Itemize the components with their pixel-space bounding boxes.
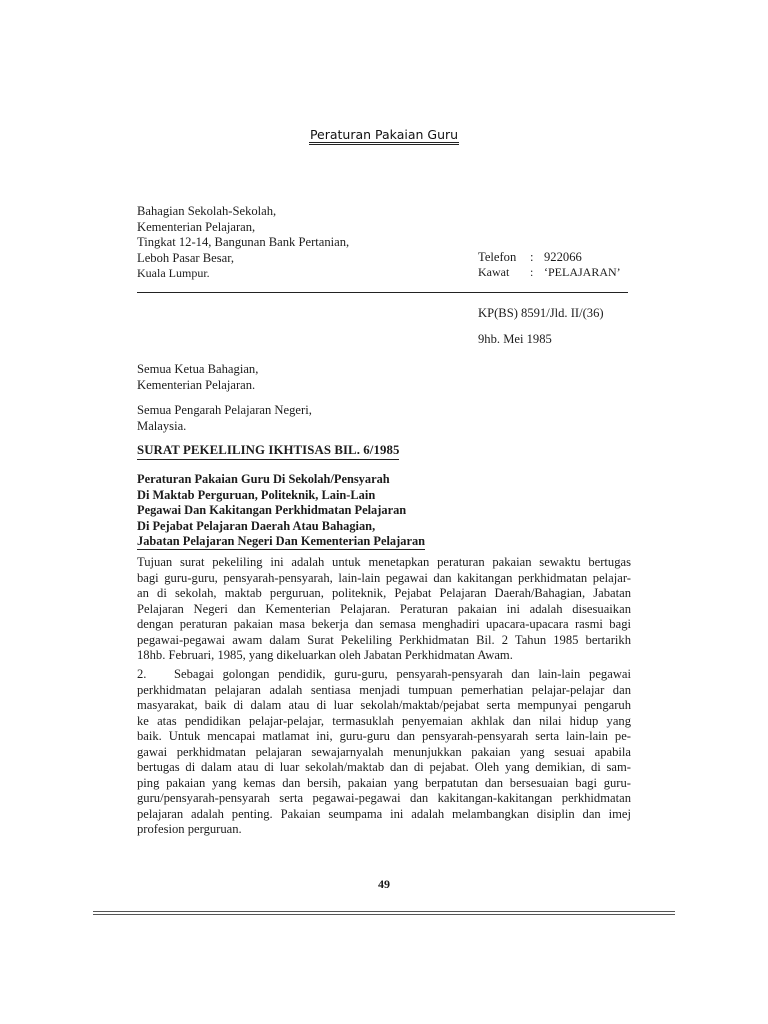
header-divider <box>137 292 628 293</box>
recipient-line: Malaysia. <box>137 418 187 433</box>
paragraph-line: pegawai-pegawai awam dalam Surat Pekeliling Perkhidmatan Bil. 2 Tahun 1985 bertarikh <box>137 632 631 647</box>
telegram-line <box>478 265 621 280</box>
page-number: 49 <box>378 877 390 891</box>
paragraph-line: bertugas di dalam atau di luar sekolah/maktab dan di pejabat. Oleh yang demikian, di sam- <box>137 760 631 775</box>
paragraph-line: an di sekolah, maktab perguruan, politeknik, Pejabat Pelajaran Daerah/Bahagian, Jabatan <box>137 586 631 601</box>
paragraph-line: pelajaran adalah penting. Pakaian seumpama ini adalah melambangkan disiplin dan imej <box>137 806 631 821</box>
address-line: Leboh Pasar Besar, <box>137 250 235 265</box>
paragraph-number: 2. <box>137 667 147 681</box>
footer-divider <box>93 911 675 915</box>
page-title-text: Peraturan Pakaian Guru <box>309 127 459 145</box>
paragraph-line: gawai perkhidmatan pelajaran sewajarnyalah menunjukkan pakaian yang sesuai apabila <box>137 744 631 759</box>
telegram-separator: : <box>530 265 534 279</box>
recipient-line: Semua Pengarah Pelajaran Negeri, <box>137 403 312 417</box>
paragraph-line: ke atas pendidikan pelajar-pelajar, termasuklah penyemaian akhlak dan nilai hidup yang <box>137 713 631 728</box>
sender-address <box>137 204 349 282</box>
reference-number: KP(BS) 8591/Jld. II/(36) <box>478 306 604 320</box>
paragraph-line: guru/pensyarah-pensyarah serta pegawai-pegawai dan kakitangan-kakitangan perkhidmatan <box>137 791 631 806</box>
paragraph-line: dengan peraturan pakaian masa bekerja dan semasa menghadiri upacara-upacara rasmi bagi <box>137 617 631 632</box>
subject-line: Jabatan Pelajaran Negeri Dan Kementerian Pelajaran <box>137 534 426 549</box>
address-line: Kuala Lumpur. <box>137 266 210 280</box>
address-line: Bahagian Sekolah-Sekolah, <box>137 204 277 218</box>
paragraph-1 <box>137 555 631 664</box>
telephone-separator: : <box>530 250 534 264</box>
paragraph-2 <box>137 667 631 838</box>
recipient-line: Kementerian Pelajaran. <box>137 377 256 392</box>
recipients-group-1 <box>137 362 258 393</box>
paragraph-line: masyarakat, baik di dalam atau di luar sekolah/maktab/pejabat serta mempunyai pengaruh <box>137 698 631 713</box>
recipient-line: Semua Ketua Bahagian, <box>137 362 259 376</box>
recipients-group-2 <box>137 403 312 434</box>
subject-line: Di Pejabat Pelajaran Daerah Atau Bahagian, <box>137 518 376 533</box>
paragraph-line: perkhidmatan pelajaran adalah sentiasa menjadi tumpuan pemerhatian pelajar-pelajar dan <box>137 682 631 697</box>
paragraph-line: Tujuan surat pekeliling ini adalah untuk menetapkan peraturan pakaian sewaktu bertugas <box>137 555 631 569</box>
telephone-value: 922066 <box>544 250 582 264</box>
subject-line: Peraturan Pakaian Guru Di Sekolah/Pensyarah <box>137 472 390 486</box>
paragraph-line: baik. Untuk mencapai matlamat ini, guru-guru dan pensyarah-pensyarah serta lain-lain pe- <box>137 729 631 744</box>
paragraph-line: profesion perguruan. <box>137 822 242 837</box>
address-line: Tingkat 12-14, Bangunan Bank Pertanian, <box>137 235 350 249</box>
telegram-value: ‘PELAJARAN’ <box>544 265 621 279</box>
circular-title: SURAT PEKELILING IKHTISAS BIL. 6/1985 <box>137 443 399 460</box>
paragraph-line: 18hb. Februari, 1985, yang dikeluarkan oleh Jabatan Perkhidmatan Awam. <box>137 648 513 663</box>
telegram-label: Kawat <box>478 265 510 279</box>
paragraph-line: bagi guru-guru, pensyarah-pensyarah, lain-lain pegawai dan kakitangan perkhidmatan pelajar- <box>137 570 631 585</box>
paragraph-line: ping pakaian yang kemas dan bersih, pakaian yang berpatutan dan bersesuaian bagi guru- <box>137 775 631 790</box>
paragraph-line: Pelajaran Negeri dan Kementerian Pelajaran. Peraturan pakaian ini adalah disesuaikan <box>137 601 631 616</box>
address-line: Kementerian Pelajaran, <box>137 219 256 234</box>
paragraph-first-line <box>137 667 631 683</box>
paragraph-line: Sebagai golongan pendidik, guru-guru, pensyarah-pensyarah dan lain-lain pegawai <box>174 667 631 681</box>
subject-block <box>137 472 425 550</box>
letter-date: 9hb. Mei 1985 <box>478 332 552 346</box>
telephone-line <box>478 250 582 265</box>
telephone-label: Telefon <box>478 250 517 264</box>
subject-line: Pegawai Dan Kakitangan Perkhidmatan Pelajaran <box>137 503 407 518</box>
subject-line: Di Maktab Perguruan, Politeknik, Lain-Lain <box>137 487 376 502</box>
